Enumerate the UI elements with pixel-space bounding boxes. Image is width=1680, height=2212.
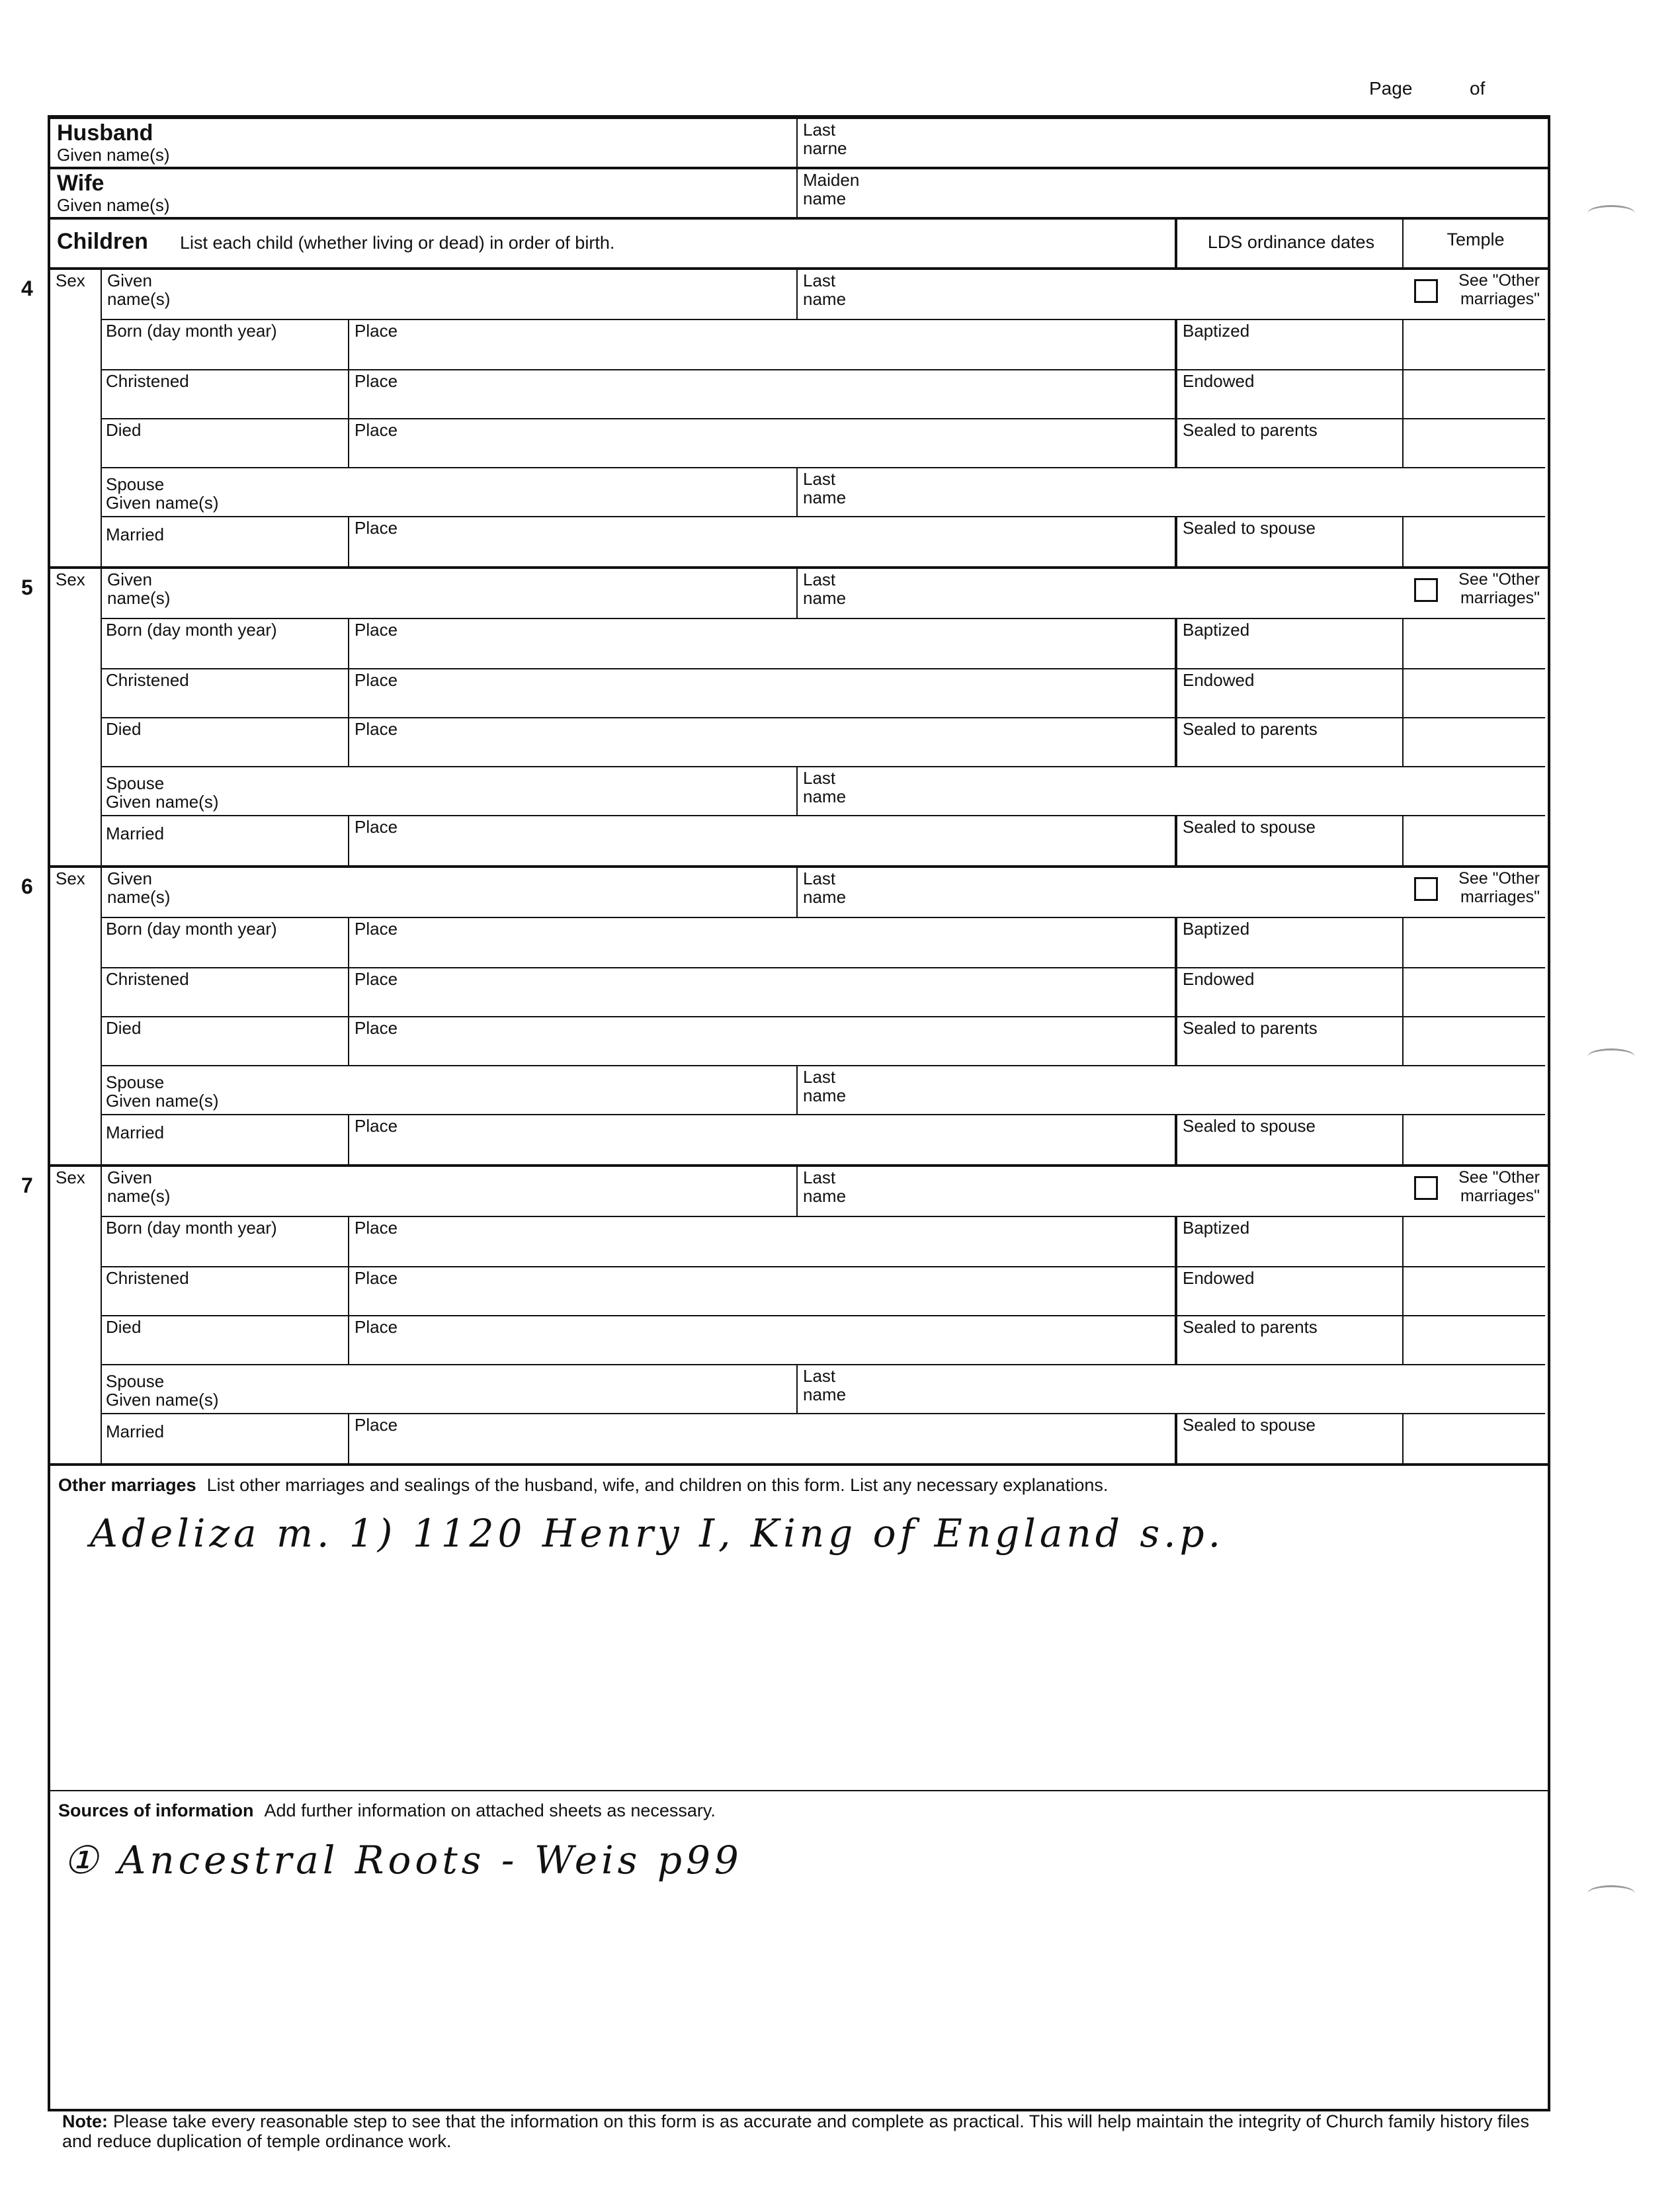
given-label-2: name(s) bbox=[107, 289, 171, 309]
last-label-2: name bbox=[803, 787, 847, 806]
sealed-to-spouse-field[interactable] bbox=[1175, 516, 1402, 566]
place-label: Place bbox=[355, 620, 398, 640]
wife-maiden-label-2: name bbox=[803, 189, 847, 208]
place-label: Place bbox=[355, 1268, 398, 1288]
place-label: Place bbox=[355, 969, 398, 989]
husband-last-label: Last bbox=[803, 120, 836, 140]
page-of-label: of bbox=[1470, 78, 1486, 99]
born-place-field[interactable] bbox=[348, 1216, 1175, 1266]
wife-maiden-name-field[interactable] bbox=[796, 169, 864, 217]
place-label: Place bbox=[355, 1415, 398, 1435]
sources-instruction: Add further information on attached sheets as necessary. bbox=[264, 1801, 716, 1820]
sealed-spouse-label: Sealed to spouse bbox=[1183, 518, 1316, 538]
sex-label: Sex bbox=[56, 869, 85, 888]
died-place-field[interactable] bbox=[348, 717, 1175, 766]
child-number: 5 bbox=[21, 575, 33, 599]
wife-maiden-label: Maiden bbox=[803, 170, 860, 190]
sealed-parents-label: Sealed to parents bbox=[1183, 719, 1318, 739]
sealed-parents-label: Sealed to parents bbox=[1183, 1018, 1318, 1038]
endowed-temple-field[interactable] bbox=[1402, 668, 1545, 717]
christened-label: Christened bbox=[101, 668, 348, 717]
given-label: Given bbox=[107, 869, 152, 888]
christened-label: Christened bbox=[101, 1266, 348, 1315]
baptized-temple-field[interactable] bbox=[1402, 319, 1545, 369]
sealed-parents-label: Sealed to parents bbox=[1183, 420, 1318, 440]
child-number: 4 bbox=[21, 276, 33, 300]
last-label-2: name bbox=[803, 887, 847, 907]
see-other-marriages-label bbox=[1447, 271, 1540, 308]
place-label: Place bbox=[355, 1116, 398, 1136]
see-other-marriages-checkbox[interactable] bbox=[1414, 877, 1438, 901]
last-label: Last bbox=[803, 570, 836, 589]
punch-hole-mark bbox=[1587, 1048, 1635, 1065]
sealed-spouse-label: Sealed to spouse bbox=[1183, 817, 1316, 837]
note-text: Please take every reasonable step to see that the information on this form is as accurate and complete as practical. This will help maintain the integrity of Church family history files and reduce duplication of temple ordinance work. bbox=[62, 2111, 1530, 2151]
spouse-given-label: Given name(s) bbox=[106, 1390, 219, 1410]
born-label: Born (day month year) bbox=[101, 319, 348, 369]
endowed-label: Endowed bbox=[1183, 969, 1255, 989]
married-place-field[interactable] bbox=[348, 1413, 1175, 1463]
sex-column-spacer bbox=[50, 319, 102, 566]
christened-place-field[interactable] bbox=[348, 1266, 1175, 1315]
married-place-field[interactable] bbox=[348, 1114, 1175, 1164]
endowed-field[interactable] bbox=[1175, 967, 1402, 1016]
last-label: Last bbox=[803, 1168, 836, 1187]
place-label: Place bbox=[355, 1317, 398, 1337]
child-given-name-field[interactable] bbox=[101, 868, 796, 917]
child-entry bbox=[21, 868, 1548, 1167]
endowed-field[interactable] bbox=[1175, 369, 1402, 418]
born-place-field[interactable] bbox=[348, 319, 1175, 369]
see-other-marriages-label bbox=[1447, 1168, 1540, 1205]
see-other-label-1: See "Other bbox=[1458, 570, 1540, 589]
spouse-last-name-field[interactable] bbox=[796, 467, 1545, 516]
christened-place-field[interactable] bbox=[348, 369, 1175, 418]
see-other-label-2: marriages" bbox=[1460, 290, 1540, 308]
born-label: Born (day month year) bbox=[101, 1216, 348, 1266]
sex-label: Sex bbox=[56, 271, 85, 290]
born-place-field[interactable] bbox=[348, 618, 1175, 668]
given-label-2: name(s) bbox=[107, 588, 171, 608]
born-label: Born (day month year) bbox=[101, 917, 348, 967]
see-other-marriages-checkbox[interactable] bbox=[1414, 578, 1438, 602]
baptized-field[interactable] bbox=[1175, 917, 1402, 967]
endowed-field[interactable] bbox=[1175, 1266, 1402, 1315]
sex-column-spacer bbox=[50, 917, 102, 1164]
last-label-2: name bbox=[803, 1186, 847, 1206]
spouse-label: Spouse bbox=[106, 1072, 165, 1092]
sealed-spouse-label: Sealed to spouse bbox=[1183, 1116, 1316, 1136]
sealed-parents-temple-field[interactable] bbox=[1402, 1315, 1545, 1364]
spouse-given-name-field[interactable] bbox=[101, 467, 796, 516]
place-label: Place bbox=[355, 371, 398, 391]
baptized-temple-field[interactable] bbox=[1402, 1216, 1545, 1266]
spouse-given-label: Given name(s) bbox=[106, 493, 219, 513]
sealed-to-parents-field[interactable] bbox=[1175, 418, 1402, 467]
place-label: Place bbox=[355, 670, 398, 690]
sex-label: Sex bbox=[56, 570, 85, 589]
child-given-name-field[interactable] bbox=[101, 1167, 796, 1216]
place-label: Place bbox=[355, 919, 398, 939]
wife-title: Wife bbox=[57, 171, 105, 196]
spouse-given-name-field[interactable] bbox=[101, 1364, 796, 1413]
page-label: Page bbox=[1369, 78, 1413, 99]
last-label: Last bbox=[803, 869, 836, 888]
place-label: Place bbox=[355, 518, 398, 538]
sealed-parents-temple-field[interactable] bbox=[1402, 1016, 1545, 1065]
child-given-name-field[interactable] bbox=[101, 270, 796, 319]
see-other-marriages-label bbox=[1447, 570, 1540, 607]
other-marriages-title: Other marriages bbox=[58, 1475, 196, 1495]
see-other-marriages-checkbox[interactable] bbox=[1414, 279, 1438, 303]
other-marriages-section bbox=[50, 1466, 1548, 1791]
sex-label: Sex bbox=[56, 1168, 85, 1187]
see-other-marriages-checkbox[interactable] bbox=[1414, 1176, 1438, 1200]
spouse-given-name-field[interactable] bbox=[101, 766, 796, 815]
sex-field[interactable] bbox=[50, 569, 101, 618]
see-other-label-1: See "Other bbox=[1458, 869, 1540, 888]
child-number: 6 bbox=[21, 874, 33, 898]
endowed-field[interactable] bbox=[1175, 668, 1402, 717]
christened-label: Christened bbox=[101, 369, 348, 418]
see-other-label-1: See "Other bbox=[1458, 1168, 1540, 1187]
died-label: Died bbox=[101, 418, 348, 467]
last-label-2: name bbox=[803, 488, 847, 507]
last-label-2: name bbox=[803, 289, 847, 309]
baptized-label: Baptized bbox=[1183, 919, 1250, 939]
sealed-parents-temple-field[interactable] bbox=[1402, 717, 1545, 766]
spouse-given-label: Given name(s) bbox=[106, 792, 219, 812]
spouse-label: Spouse bbox=[106, 474, 165, 494]
endowed-temple-field[interactable] bbox=[1402, 1266, 1545, 1315]
baptized-field[interactable] bbox=[1175, 1216, 1402, 1266]
sex-column-spacer bbox=[50, 1216, 102, 1463]
last-label: Last bbox=[803, 271, 836, 290]
sealed-spouse-label: Sealed to spouse bbox=[1183, 1415, 1316, 1435]
baptized-label: Baptized bbox=[1183, 620, 1250, 640]
christened-label: Christened bbox=[101, 967, 348, 1016]
children-instruction: List each child (whether living or dead) in order of birth. bbox=[180, 233, 615, 253]
husband-last-label-2: narne bbox=[803, 138, 847, 158]
children-title: Children bbox=[57, 229, 148, 254]
last-label-2: name bbox=[803, 1085, 847, 1105]
born-place-field[interactable] bbox=[348, 917, 1175, 967]
baptized-label: Baptized bbox=[1183, 1218, 1250, 1238]
children-list bbox=[21, 270, 1548, 1466]
endowed-label: Endowed bbox=[1183, 371, 1255, 391]
note-title: Note: bbox=[62, 2111, 108, 2131]
sealed-to-spouse-field[interactable] bbox=[1175, 1413, 1402, 1463]
married-place-field[interactable] bbox=[348, 516, 1175, 566]
given-label-2: name(s) bbox=[107, 887, 171, 907]
place-label: Place bbox=[355, 817, 398, 837]
punch-hole-mark bbox=[1587, 1885, 1635, 1902]
sealed-spouse-temple-field[interactable] bbox=[1402, 815, 1545, 865]
given-label: Given bbox=[107, 1168, 152, 1187]
last-label: Last bbox=[803, 1067, 836, 1087]
child-entry bbox=[21, 270, 1548, 569]
sealed-parents-label: Sealed to parents bbox=[1183, 1317, 1318, 1337]
other-marriages-instruction: List other marriages and sealings of the husband, wife, and children on this form. List any necessary explanations. bbox=[206, 1475, 1109, 1495]
baptized-temple-field[interactable] bbox=[1402, 917, 1545, 967]
baptized-label: Baptized bbox=[1183, 321, 1250, 341]
baptized-temple-field[interactable] bbox=[1402, 618, 1545, 668]
sex-field[interactable] bbox=[50, 1167, 101, 1216]
husband-row bbox=[50, 119, 1548, 169]
lds-ordinance-header: LDS ordinance dates bbox=[1175, 220, 1405, 267]
see-other-marriages-label bbox=[1447, 869, 1540, 906]
sealed-spouse-temple-field[interactable] bbox=[1402, 1114, 1545, 1164]
sealed-spouse-temple-field[interactable] bbox=[1402, 1413, 1545, 1463]
sealed-to-spouse-field[interactable] bbox=[1175, 1114, 1402, 1164]
child-number: 7 bbox=[21, 1173, 33, 1197]
place-label: Place bbox=[355, 719, 398, 739]
born-label: Born (day month year) bbox=[101, 618, 348, 668]
sex-field[interactable] bbox=[50, 270, 101, 319]
child-given-name-field[interactable] bbox=[101, 569, 796, 618]
last-label-2: name bbox=[803, 1384, 847, 1404]
see-other-label-2: marriages" bbox=[1460, 888, 1540, 906]
last-label: Last bbox=[803, 469, 836, 489]
other-marriages-entry[interactable]: Adeliza m. 1) 1120 Henry I, King of England s.p. bbox=[90, 1511, 1225, 1556]
sealed-spouse-temple-field[interactable] bbox=[1402, 516, 1545, 566]
sex-field[interactable] bbox=[50, 868, 101, 917]
place-label: Place bbox=[355, 420, 398, 440]
died-place-field[interactable] bbox=[348, 1016, 1175, 1065]
given-label-2: name(s) bbox=[107, 1186, 171, 1206]
sealed-parents-temple-field[interactable] bbox=[1402, 418, 1545, 467]
spouse-last-name-field[interactable] bbox=[796, 1065, 1545, 1114]
see-other-label-2: marriages" bbox=[1460, 1187, 1540, 1205]
spouse-given-name-field[interactable] bbox=[101, 1065, 796, 1114]
sealed-to-spouse-field[interactable] bbox=[1175, 815, 1402, 865]
last-label-2: name bbox=[803, 588, 847, 608]
married-label: Married bbox=[101, 516, 348, 566]
sex-column-spacer bbox=[50, 618, 102, 865]
see-other-label-2: marriages" bbox=[1460, 589, 1540, 607]
punch-hole-mark bbox=[1587, 205, 1635, 222]
temple-header: Temple bbox=[1402, 220, 1548, 267]
place-label: Place bbox=[355, 1018, 398, 1038]
endowed-temple-field[interactable] bbox=[1402, 369, 1545, 418]
given-label: Given bbox=[107, 271, 152, 290]
place-label: Place bbox=[355, 1218, 398, 1238]
died-place-field[interactable] bbox=[348, 418, 1175, 467]
christened-place-field[interactable] bbox=[348, 668, 1175, 717]
married-label: Married bbox=[101, 1413, 348, 1463]
died-label: Died bbox=[101, 1315, 348, 1364]
spouse-label: Spouse bbox=[106, 773, 165, 793]
sources-title: Sources of information bbox=[58, 1801, 254, 1820]
given-label: Given bbox=[107, 570, 152, 589]
sealed-to-parents-field[interactable] bbox=[1175, 717, 1402, 766]
married-label: Married bbox=[101, 1114, 348, 1164]
sources-section bbox=[50, 1791, 1548, 2109]
christened-place-field[interactable] bbox=[348, 967, 1175, 1016]
sealed-to-parents-field[interactable] bbox=[1175, 1315, 1402, 1364]
footer-note bbox=[62, 2111, 1544, 2151]
sources-entry[interactable]: ① Ancestral Roots - Weis p99 bbox=[63, 1838, 743, 1883]
wife-given-label: Given name(s) bbox=[57, 195, 170, 215]
spouse-given-label: Given name(s) bbox=[106, 1091, 219, 1111]
spouse-last-name-field[interactable] bbox=[796, 1364, 1545, 1413]
last-label: Last bbox=[803, 768, 836, 788]
spouse-last-name-field[interactable] bbox=[796, 766, 1545, 815]
died-label: Died bbox=[101, 1016, 348, 1065]
last-label: Last bbox=[803, 1366, 836, 1386]
spouse-label: Spouse bbox=[106, 1371, 165, 1391]
place-label: Place bbox=[355, 321, 398, 341]
baptized-field[interactable] bbox=[1175, 319, 1402, 369]
husband-given-label: Given name(s) bbox=[57, 145, 170, 165]
endowed-label: Endowed bbox=[1183, 1268, 1255, 1288]
child-entry bbox=[21, 1167, 1548, 1466]
husband-title: Husband bbox=[57, 120, 153, 146]
endowed-label: Endowed bbox=[1183, 670, 1255, 690]
family-group-form bbox=[21, 115, 1550, 2111]
children-header-row bbox=[50, 220, 1548, 270]
see-other-label-1: See "Other bbox=[1458, 271, 1540, 290]
wife-row bbox=[50, 169, 1548, 220]
married-label: Married bbox=[101, 815, 348, 865]
died-label: Died bbox=[101, 717, 348, 766]
married-place-field[interactable] bbox=[348, 815, 1175, 865]
sealed-to-parents-field[interactable] bbox=[1175, 1016, 1402, 1065]
husband-last-name-field[interactable] bbox=[796, 119, 853, 167]
died-place-field[interactable] bbox=[348, 1315, 1175, 1364]
child-entry bbox=[21, 569, 1548, 868]
endowed-temple-field[interactable] bbox=[1402, 967, 1545, 1016]
baptized-field[interactable] bbox=[1175, 618, 1402, 668]
